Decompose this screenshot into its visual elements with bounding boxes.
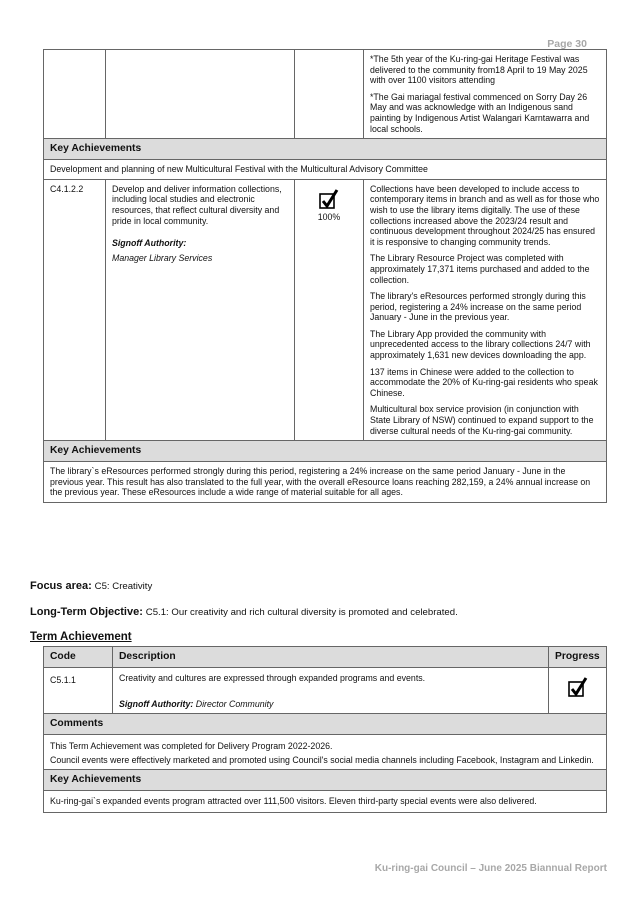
term-achievement-heading: Term Achievement [30, 631, 132, 643]
action-description: Develop and deliver information collections, including local studies and electronic resources, that reflect cultural diversity and pride in local community. [112, 183, 282, 226]
comment-paragraph: Collections have been developed to include access to contemporary items in branch and as well as for those who wish to use the library items digitally. The use of these collections increased above the 2023/24 result and continuous development throughout 2024/25 has ensured it is responsive to changing community trends. [370, 183, 600, 247]
key-achievements-text: Ku-ring-gai`s expanded events program attracted over 111,500 visitors. Eleven third-party special events were also delivered. [44, 791, 607, 813]
comment-paragraph: This Term Achievement was completed for Delivery Program 2022-2026. [50, 741, 333, 752]
comments-header [44, 714, 607, 735]
key-achievements-text: Development and planning of new Multicultural Festival with the Multicultural Advisory Committee [44, 160, 607, 180]
key-achievements-row [44, 462, 607, 503]
key-achievements-header [44, 770, 607, 791]
key-achievements-text: The library`s eResources performed strongly during this period, registering a 24% increase on the same period January - June in the previous year. This result has also translated to the full year, with the overall eResource loans reaching 282,159, a 24% annual increase on the previous year. These eResources include a wide range of material suitable for all ages. [44, 462, 607, 503]
code-cell [44, 179, 106, 440]
comment-paragraph: The Library Resource Project was completed with approximately 17,371 items purchased and added to the collection. [370, 253, 590, 285]
report-footer: Ku-ring-gai Council – June 2025 Biannual Report [374, 863, 607, 874]
table-row [44, 179, 607, 440]
comments-cell [44, 735, 607, 770]
table-row [44, 50, 607, 139]
progress-cell [549, 668, 607, 714]
focus-area-value: C5: Creativity [94, 581, 153, 592]
progress-cell [295, 179, 364, 440]
action-table [43, 49, 607, 503]
comment-paragraph: The Library App provided the community with unprecedented access to the library collections 24/7 with approximately 1,631 new devices downloading the app. [370, 328, 591, 361]
term-description: Creativity and cultures are expressed through expanded programs and events. [119, 673, 426, 683]
signoff-label: Signoff Authority: [119, 698, 194, 709]
comment-paragraph: The library's eResources performed strongly during this period, registering a 24% increase on the same period January - June in the previous year. [370, 291, 586, 323]
term-achievement-table [43, 646, 607, 813]
checkbox-checked-icon [319, 188, 339, 210]
column-header-code: Code [44, 647, 113, 668]
code-cell [44, 668, 113, 714]
page-number: Page 30 [547, 38, 587, 50]
checkbox-checked-icon [568, 676, 588, 698]
key-achievements-row [44, 791, 607, 813]
comment-paragraph: 137 items in Chinese were added to the collection to accommodate the 20% of Ku-ring-gai residents who speak Chinese. [370, 366, 598, 398]
comment-paragraph: Multicultural box service provision (in conjunction with State Library of NSW) continued to expand support to the diverse cultural needs of the Ku-ring-gai community. [370, 404, 594, 436]
long-term-objective [30, 606, 458, 618]
comments-label: Comments [44, 714, 607, 735]
column-header-progress: Progress [549, 647, 607, 668]
description-cell [106, 50, 295, 139]
column-header-description: Description [113, 647, 549, 668]
description-cell [113, 668, 549, 714]
comments-cell [364, 179, 607, 440]
objective-value: C5.1: Our creativity and rich cultural diversity is promoted and celebrated. [145, 607, 458, 618]
progress-cell [295, 50, 364, 139]
description-cell [106, 179, 295, 440]
action-code: C4.1.2.2 [50, 183, 84, 194]
focus-area [30, 580, 152, 592]
key-achievements-row [44, 160, 607, 180]
comment-paragraph: Council events were effectively marketed and promoted using Council's social media channels including Facebook, Instagram and Linkedin. [50, 754, 594, 765]
progress-value: 100% [317, 211, 341, 222]
code-cell [44, 50, 106, 139]
objective-label: Long-Term Objective: [30, 606, 143, 618]
key-achievements-header [44, 441, 607, 462]
table-row [44, 668, 607, 714]
key-achievements-label: Key Achievements [44, 770, 607, 791]
term-code: C5.1.1 [50, 675, 76, 685]
term-signoff [119, 699, 542, 710]
comments-cell [364, 50, 607, 139]
focus-area-label: Focus area: [30, 580, 92, 592]
comment-paragraph: *The 5th year of the Ku-ring-gai Heritage Festival was delivered to the community from18 April to 19 May 2025 with over 1100 visitors attending [370, 54, 588, 86]
signoff-name: Manager Library Services [112, 252, 213, 263]
key-achievements-label: Key Achievements [44, 139, 607, 160]
signoff-name: Director Community [195, 698, 274, 709]
key-achievements-label: Key Achievements [44, 441, 607, 462]
comment-paragraph: *The Gai mariagal festival commenced on Sorry Day 26 May and was acknowledge with an Indigenous sand painting by Indigenous Artist Walangari Karntawarra and local schools. [370, 91, 590, 134]
comments-row [44, 735, 607, 770]
table-header-row [44, 647, 607, 668]
key-achievements-header [44, 139, 607, 160]
signoff-label: Signoff Authority: [112, 238, 187, 249]
